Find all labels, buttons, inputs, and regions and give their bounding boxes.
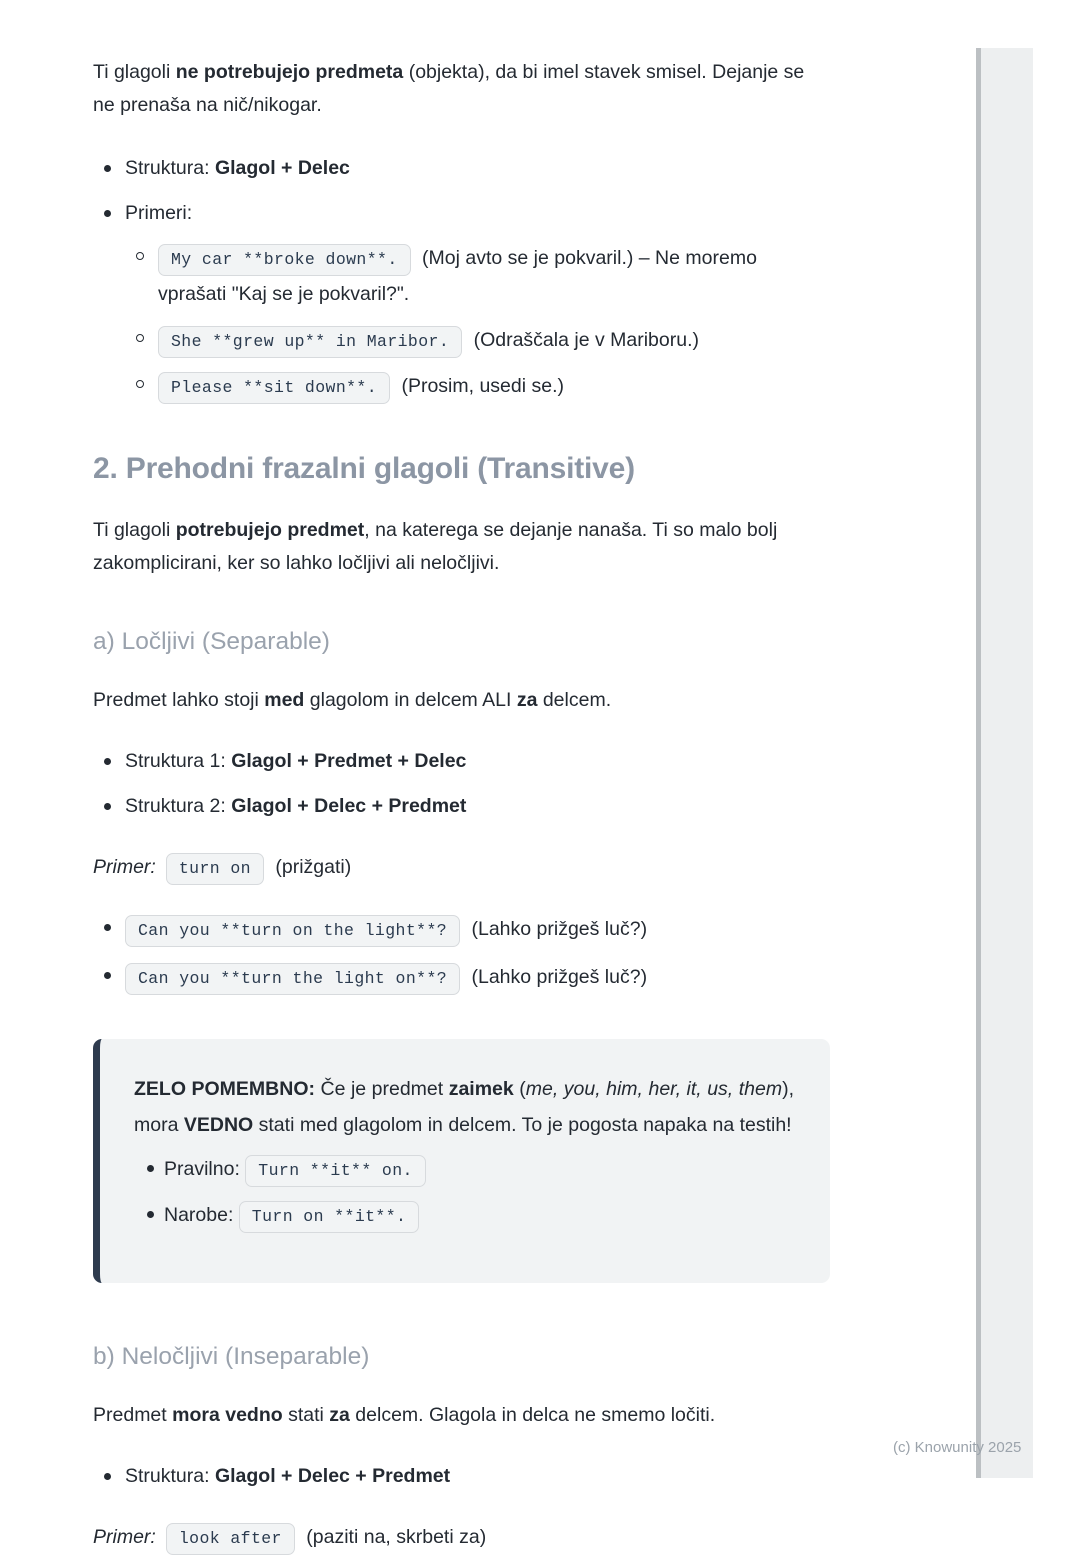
- primer-translation: (prižgati): [269, 856, 352, 878]
- intro-text-2: (objekta), da bi imel stavek smisel. Dejanje se ne prenaša na nič/nikogar.: [93, 61, 805, 116]
- turn-on-examples-list: [93, 911, 830, 995]
- subsection-heading-a: a) Ločljivi (Separable): [93, 628, 330, 655]
- primer-row: [93, 1519, 830, 1555]
- callout-paragraph: [134, 1071, 794, 1143]
- list-item-bold: Glagol + Predmet + Delec: [231, 750, 467, 772]
- para-bold: mora vedno: [172, 1404, 283, 1426]
- circle-bullet-icon: [125, 368, 158, 404]
- para-bold: med: [264, 689, 305, 711]
- callout-list: [134, 1151, 794, 1233]
- example-item: [125, 240, 830, 312]
- para-text: Ti glagoli: [93, 519, 176, 541]
- para-text: Predmet lahko stoji: [93, 689, 265, 711]
- intro-text: Ti glagoli: [93, 61, 176, 83]
- callout-item-correct: [134, 1151, 794, 1187]
- callout-italic-pronouns: me, you, him, her, it, us, them: [525, 1078, 783, 1100]
- subsection-heading-b: b) Neločljivi (Inseparable): [93, 1343, 370, 1370]
- circle-bullet-icon: [125, 322, 158, 358]
- para-bold: potrebujejo predmet: [175, 519, 365, 541]
- example-translation: (Lahko prižgeš luč?): [466, 966, 648, 988]
- list-item: [93, 152, 830, 185]
- inseparable-structure-list: [93, 1460, 830, 1493]
- list-item-text: Struktura:: [125, 157, 215, 179]
- callout-item-label: Pravilno:: [164, 1158, 246, 1180]
- callout-bold-2: zaimek: [448, 1078, 514, 1100]
- intro-bold: ne potrebujejo predmeta: [175, 61, 404, 83]
- bullet-icon: [134, 1151, 164, 1187]
- example-item: [125, 322, 830, 358]
- para-text-2: glagolom in delcem ALI: [304, 689, 517, 711]
- structure-variants-list: [93, 745, 830, 823]
- list-item: [93, 790, 830, 823]
- code-chip: Turn on **it**.: [239, 1201, 420, 1233]
- callout-item-label: Narobe:: [164, 1204, 239, 1226]
- circle-bullet-icon: [125, 240, 158, 312]
- list-item-bold: Glagol + Delec + Predmet: [231, 795, 467, 817]
- code-chip: Can you **turn the light on**?: [125, 963, 460, 995]
- code-chip: Can you **turn on the light**?: [125, 915, 460, 947]
- list-item-text: Struktura 2:: [125, 795, 232, 817]
- bullet-icon: [134, 1197, 164, 1233]
- callout-bold-3: VEDNO: [183, 1114, 254, 1136]
- code-chip: Please **sit down**.: [158, 372, 390, 404]
- bullet-icon: [93, 959, 125, 995]
- list-item: [93, 1460, 830, 1493]
- example-translation: (Odraščala je v Mariboru.): [468, 329, 699, 351]
- list-item: [93, 745, 830, 778]
- primer-label: Primer:: [93, 1526, 156, 1548]
- callout-bold: ZELO POMEMBNO:: [134, 1078, 315, 1100]
- important-callout: [93, 1039, 830, 1283]
- list-item-text: Struktura 1:: [125, 750, 232, 772]
- example-item: [93, 911, 830, 947]
- para-bold-2: za: [516, 689, 538, 711]
- code-chip: look after: [166, 1523, 295, 1555]
- example-translation: (Lahko prižgeš luč?): [466, 918, 648, 940]
- primer-label: Primer:: [93, 856, 156, 878]
- para-text-2: stati: [282, 1404, 330, 1426]
- bullet-icon: [93, 197, 125, 414]
- code-chip: She **grew up** in Maribor.: [158, 326, 462, 358]
- example-translation: (Prosim, usedi se.): [396, 375, 565, 397]
- primer-translation: (paziti na, skrbeti za): [300, 1526, 487, 1548]
- example-item: [125, 368, 830, 404]
- para-text-2: , na katerega se dejanje nanaša. Ti so malo bolj zakomplicirani, ker so lahko ločljivi ali neločljivi.: [93, 519, 778, 574]
- example-item: [93, 959, 830, 995]
- bullet-icon: [93, 152, 125, 185]
- list-item: [93, 197, 830, 414]
- structure-list: [93, 152, 830, 414]
- primer-row: [93, 849, 830, 885]
- para-text: Predmet: [93, 1404, 173, 1426]
- list-item-text: Primeri:: [125, 202, 193, 224]
- bullet-icon: [93, 790, 125, 823]
- content-column: [93, 56, 830, 1555]
- separable-paragraph: [93, 684, 830, 717]
- intro-paragraph: [93, 56, 830, 122]
- para-text-3: delcem. Glagola in delca ne smemo ločiti.: [349, 1404, 716, 1426]
- callout-text-2: (: [513, 1078, 526, 1100]
- code-chip: My car **broke down**.: [158, 244, 411, 276]
- para-text-3: delcem.: [537, 689, 612, 711]
- section-heading: 2. Prehodni frazalni glagoli (Transitive): [93, 452, 635, 485]
- callout-text: Če je predmet: [315, 1078, 449, 1100]
- page-edge-strip: [976, 48, 1033, 1478]
- inseparable-paragraph: [93, 1399, 830, 1432]
- para-bold-2: za: [329, 1404, 350, 1426]
- list-item-text: Struktura:: [125, 1465, 215, 1487]
- copyright-watermark: (c) Knowunity 2025: [893, 1439, 1022, 1456]
- list-item-bold: Glagol + Delec + Predmet: [214, 1465, 451, 1487]
- transitive-paragraph: [93, 514, 830, 580]
- callout-text-3: ), mora: [134, 1078, 794, 1136]
- bullet-icon: [93, 1460, 125, 1493]
- callout-item-wrong: [134, 1197, 794, 1233]
- bullet-icon: [93, 745, 125, 778]
- code-chip: Turn **it** on.: [245, 1155, 426, 1187]
- callout-text-4: stati med glagolom in delcem. To je pogosta napaka na testih!: [253, 1114, 792, 1136]
- code-chip: turn on: [166, 853, 264, 885]
- examples-sublist: [125, 240, 830, 404]
- bullet-icon: [93, 911, 125, 947]
- example-translation: (Moj avto se je pokvaril.) – Ne moremo vprašati "Kaj se je pokvaril?".: [158, 247, 757, 305]
- list-item-bold: Glagol + Delec: [214, 157, 350, 179]
